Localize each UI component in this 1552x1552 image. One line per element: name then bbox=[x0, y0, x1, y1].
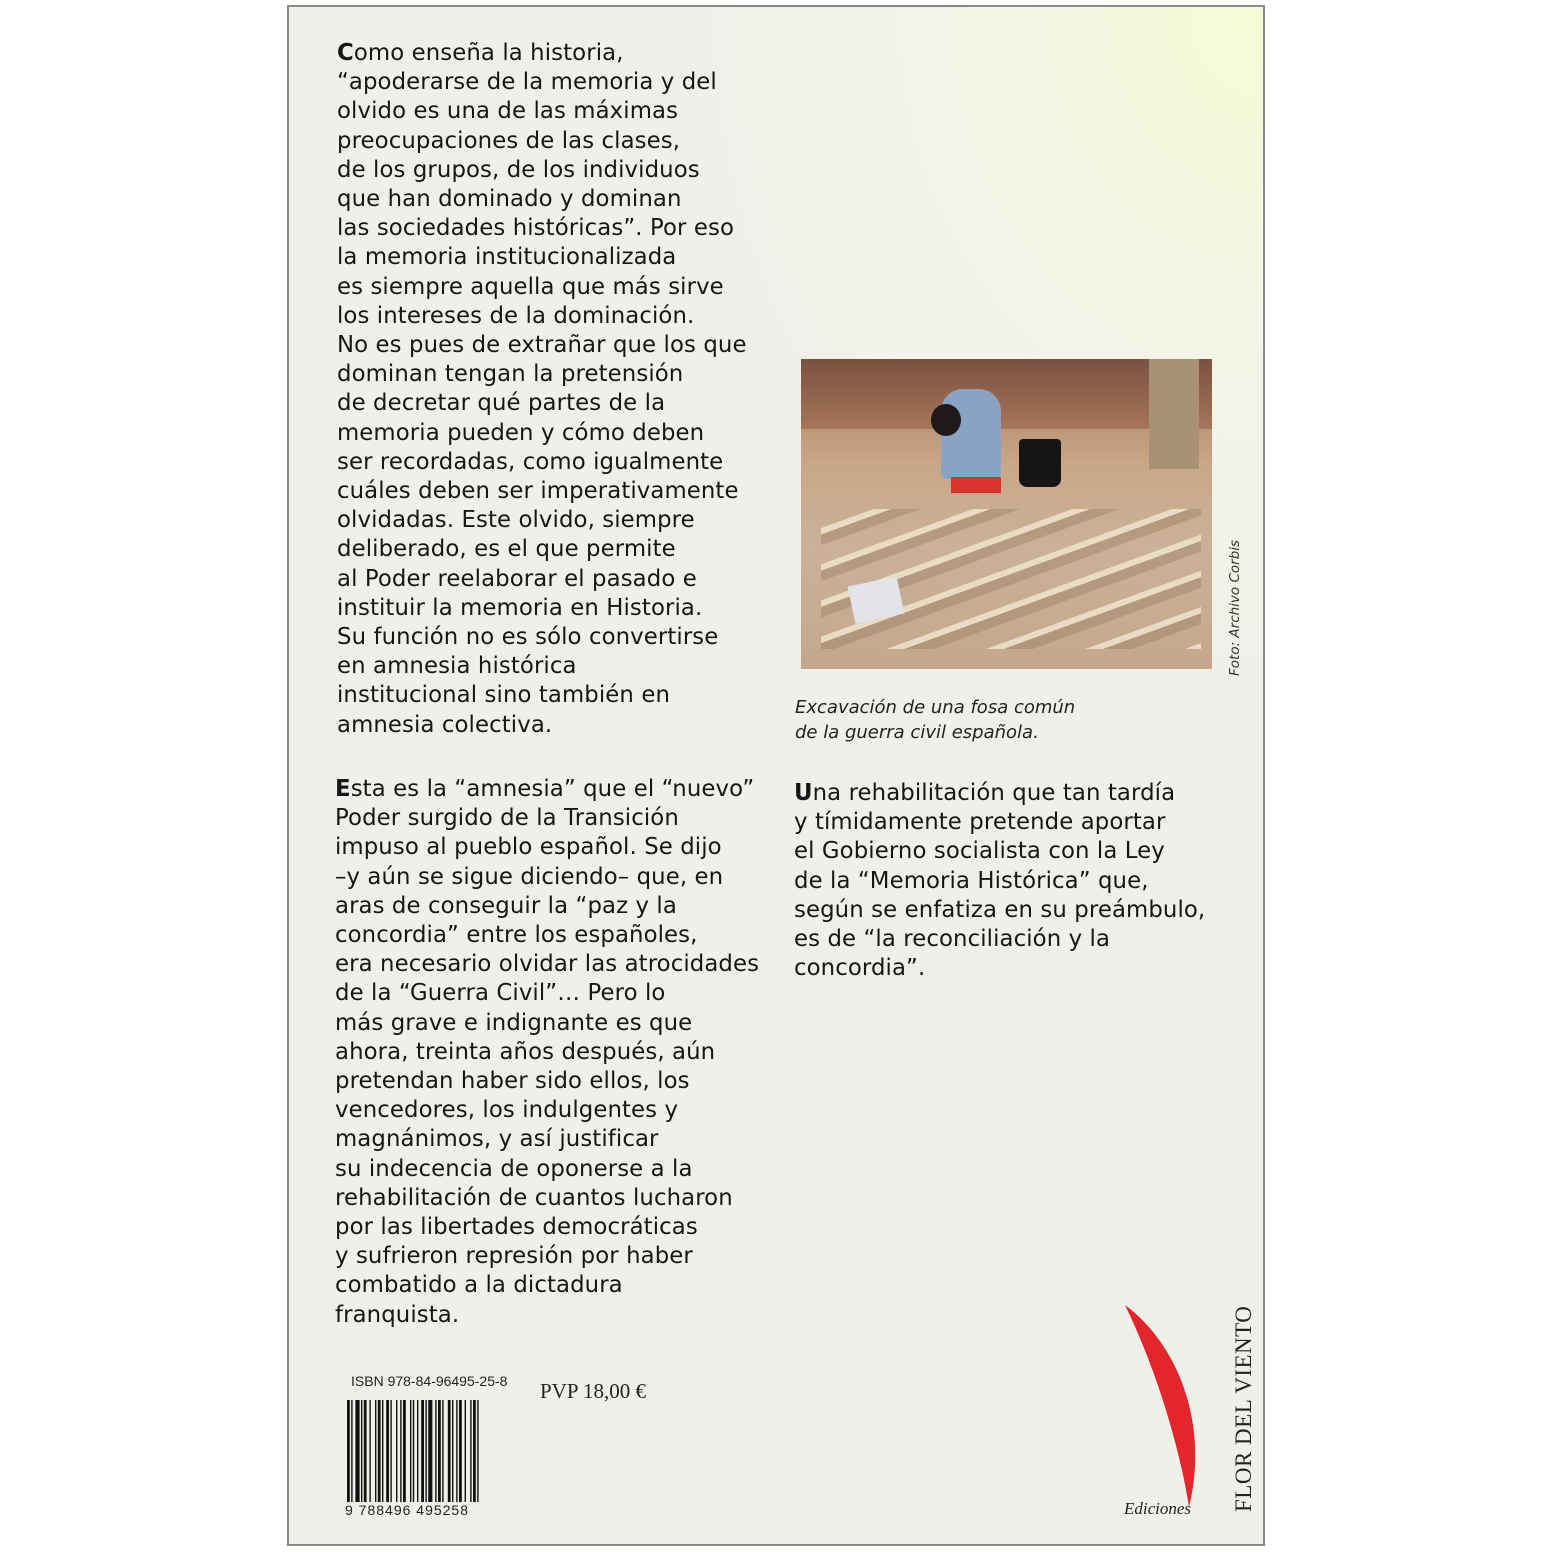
photo-red-tray bbox=[951, 477, 1001, 493]
paragraph-line: Como enseña la historia, bbox=[337, 40, 624, 66]
initial-letter: C bbox=[337, 40, 354, 66]
paragraph-line: No es pues de extrañar que los que bbox=[337, 332, 747, 359]
paragraph-line: ahora, treinta años después, aún bbox=[335, 1038, 716, 1065]
paragraph-line: instituir la memoria en Historia. bbox=[337, 594, 703, 621]
paragraph-line: es siempre aquella que más sirve bbox=[337, 273, 724, 300]
barcode-digits: 9 788496 495258 bbox=[345, 1502, 469, 1518]
paragraph-line: –y aún se sigue diciendo– que, en bbox=[335, 863, 724, 890]
paragraph-line: los intereses de la dominación. bbox=[337, 302, 695, 329]
barcode-bar bbox=[386, 1400, 389, 1502]
barcode-bar bbox=[382, 1400, 383, 1502]
barcode-bar bbox=[421, 1400, 424, 1502]
paragraph-line: de la “Guerra Civil”… Pero lo bbox=[335, 980, 666, 1007]
barcode-bar bbox=[459, 1400, 462, 1502]
barcode-bar bbox=[465, 1400, 466, 1502]
photo-credit: Foto: Archivo Corbis bbox=[1227, 539, 1243, 676]
paragraph-line: de la “Memoria Histórica” que, bbox=[794, 867, 1149, 894]
barcode-bar bbox=[390, 1400, 391, 1502]
barcode-bar bbox=[375, 1400, 376, 1502]
paragraph-line: magnánimos, y así justificar bbox=[335, 1126, 659, 1153]
barcode-bar bbox=[417, 1400, 418, 1502]
barcode-bar bbox=[477, 1400, 478, 1502]
paragraph-line: vencedores, los indulgentes y bbox=[335, 1097, 679, 1124]
paragraph-line: olvidadas. Este olvido, siempre bbox=[337, 507, 695, 534]
paragraph-line: de decretar qué partes de la bbox=[337, 390, 666, 417]
paragraph-line: Esta es la “amnesia” que el “nuevo” bbox=[335, 776, 755, 802]
paragraph-line: rehabilitación de cuantos lucharon bbox=[335, 1184, 733, 1211]
paragraph-line: dominan tengan la pretensión bbox=[337, 361, 684, 388]
paragraph-line: y sufrieron represión por haber bbox=[335, 1243, 693, 1270]
book-back-cover bbox=[287, 5, 1265, 1546]
photo-bucket bbox=[1019, 439, 1061, 487]
paragraph-line: cuáles deben ser imperativamente bbox=[337, 478, 739, 505]
barcode-bar bbox=[438, 1400, 441, 1502]
paragraph-line: al Poder reelaborar el pasado e bbox=[337, 565, 697, 592]
photo-caption bbox=[795, 695, 1075, 745]
paragraph-line: deliberado, es el que permite bbox=[337, 536, 676, 563]
barcode-bar bbox=[448, 1400, 451, 1502]
paragraph-line: pretendan haber sido ellos, los bbox=[335, 1068, 690, 1095]
barcode-bar bbox=[428, 1400, 432, 1502]
barcode-bar bbox=[456, 1400, 457, 1502]
paragraph-line: las sociedades históricas”. Por eso bbox=[337, 215, 734, 242]
barcode-image bbox=[345, 1400, 525, 1502]
publisher-logo-icon bbox=[1119, 1305, 1201, 1507]
excavation-photo bbox=[801, 359, 1212, 669]
photo-standing-person bbox=[1149, 359, 1199, 469]
barcode-bar bbox=[470, 1400, 471, 1502]
publisher-name: FLOR DEL VIENTO bbox=[1231, 1305, 1256, 1512]
barcode-bar bbox=[361, 1400, 362, 1502]
barcode-bar bbox=[425, 1400, 426, 1502]
barcode-bar bbox=[473, 1400, 476, 1502]
barcode-bar bbox=[378, 1400, 381, 1502]
paragraph-line: la memoria institucionalizada bbox=[337, 244, 677, 271]
paragraph-line: el Gobierno socialista con la Ley bbox=[794, 838, 1165, 865]
paragraph-line: aras de conseguir la “paz y la bbox=[335, 892, 677, 919]
paragraph-line: ser recordadas, como igualmente bbox=[337, 448, 724, 475]
paragraph-line: impuso al pueblo español. Se dijo bbox=[335, 834, 722, 861]
publisher-subtitle: Ediciones bbox=[1124, 1499, 1192, 1518]
barcode-bar bbox=[442, 1400, 443, 1502]
paragraph-line: es de “la reconciliación y la bbox=[794, 926, 1111, 953]
paragraph-line: según se enfatiza en su preámbulo, bbox=[794, 896, 1206, 923]
barcode-bar bbox=[355, 1400, 359, 1502]
paragraph-line: su indecencia de oponerse a la bbox=[335, 1155, 693, 1182]
initial-letter: E bbox=[335, 776, 351, 802]
paragraph-line: amnesia colectiva. bbox=[337, 711, 553, 738]
paragraph-line: institucional sino también en bbox=[337, 682, 670, 709]
body-paragraph-1 bbox=[337, 39, 747, 740]
paragraph-line: combatido a la dictadura bbox=[335, 1272, 623, 1299]
paragraph-line: Su función no es sólo convertirse bbox=[337, 624, 719, 651]
caption-line: de la guerra civil española. bbox=[795, 722, 1039, 743]
body-paragraph-3 bbox=[794, 779, 1205, 983]
paragraph-line: concordia” entre los españoles, bbox=[335, 922, 698, 949]
paragraph-line: olvido es una de las máximas bbox=[337, 98, 679, 125]
barcode-bar bbox=[396, 1400, 397, 1502]
paragraph-line: más grave e indignante es que bbox=[335, 1009, 693, 1036]
barcode-bar bbox=[410, 1400, 411, 1502]
paragraph-line: “apoderarse de la memoria y del bbox=[337, 69, 717, 96]
barcode-bar bbox=[435, 1400, 436, 1502]
barcode-bar bbox=[364, 1400, 367, 1502]
barcode-bar bbox=[351, 1400, 352, 1502]
paragraph-line: por las libertades democráticas bbox=[335, 1214, 698, 1241]
paragraph-line: Poder surgido de la Transición bbox=[335, 805, 679, 832]
barcode-bar bbox=[413, 1400, 414, 1502]
isbn-label: ISBN 978-84-96495-25-8 bbox=[351, 1373, 508, 1389]
paragraph-line: preocupaciones de las clases, bbox=[337, 127, 681, 154]
paragraph-line: de los grupos, de los individuos bbox=[337, 156, 700, 183]
caption-line: Excavación de una fosa común bbox=[795, 697, 1076, 718]
paragraph-line: era necesario olvidar las atrocidades bbox=[335, 951, 760, 978]
body-paragraph-2 bbox=[335, 775, 759, 1330]
paragraph-line: en amnesia histórica bbox=[337, 653, 577, 680]
paragraph-line: y tímidamente pretende aportar bbox=[794, 809, 1166, 836]
price-label: PVP 18,00 € bbox=[540, 1379, 646, 1403]
initial-letter: U bbox=[794, 780, 813, 806]
barcode-bar bbox=[452, 1400, 453, 1502]
barcode-bar bbox=[347, 1400, 350, 1502]
paragraph-line: memoria pueden y cómo deben bbox=[337, 419, 705, 446]
photo-archaeologist-head bbox=[931, 404, 961, 436]
barcode-bar bbox=[400, 1400, 401, 1502]
barcode-bar bbox=[369, 1400, 370, 1502]
paragraph-line: franquista. bbox=[335, 1301, 460, 1328]
barcode-bar bbox=[403, 1400, 406, 1502]
paragraph-line: concordia”. bbox=[794, 955, 926, 982]
paragraph-line: Una rehabilitación que tan tardía bbox=[794, 780, 1176, 806]
paragraph-line: que han dominado y dominan bbox=[337, 186, 682, 213]
